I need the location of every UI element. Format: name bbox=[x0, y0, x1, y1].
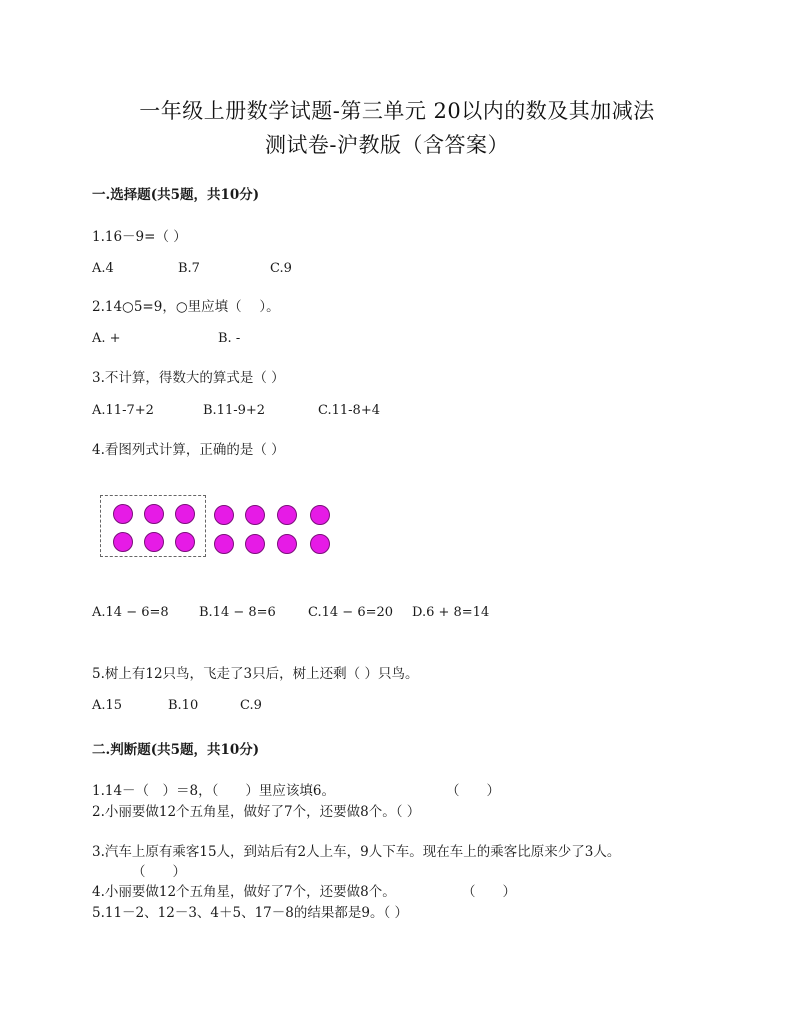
q1-option-c: C.9 bbox=[270, 261, 292, 276]
section-heading-choice: 一.选择题(共5题，共10分) bbox=[92, 187, 260, 203]
judgment-4-blank: （ ） bbox=[462, 884, 516, 900]
q4-option-d: D.6 + 8=14 bbox=[412, 605, 490, 620]
judgment-1-blank: （ ） bbox=[446, 783, 500, 799]
q4-option-b: B.14 − 8=6 bbox=[199, 605, 276, 620]
judgment-2-text: 2.小丽要做12个五角星，做好了7个，还要做8个。（ ） bbox=[92, 804, 421, 820]
dot bbox=[310, 534, 330, 554]
q3-option-a: A.11-7+2 bbox=[92, 403, 154, 418]
q3-option-c: C.11-8+4 bbox=[318, 403, 380, 418]
dot bbox=[245, 534, 265, 554]
judgment-3-text: 3.汽车上原有乘客15人，到站后有2人上车，9人下车。现在车上的乘客比原来少了3人。 bbox=[92, 844, 621, 860]
page-title-line2: 测试卷-沪教版（含答案） bbox=[264, 133, 510, 157]
dot bbox=[144, 532, 164, 552]
dot bbox=[214, 505, 234, 525]
dot bbox=[214, 534, 234, 554]
question-5-text: 5.树上有12只鸟，飞走了3只后，树上还剩（ ）只鸟。 bbox=[92, 666, 419, 682]
page-title-line1: 一年级上册数学试题-第三单元 20以内的数及其加减法 bbox=[139, 99, 655, 123]
dot bbox=[277, 534, 297, 554]
dot bbox=[113, 532, 133, 552]
dot bbox=[175, 504, 195, 524]
q3-option-b: B.11-9+2 bbox=[203, 403, 266, 418]
question-3-text: 3.不计算，得数大的算式是（ ） bbox=[92, 370, 285, 386]
q2-option-b: B. - bbox=[218, 331, 241, 346]
q5-option-b: B.10 bbox=[168, 698, 199, 713]
section-heading-judgment: 二.判断题(共5题，共10分) bbox=[92, 742, 260, 758]
question-4-text: 4.看图列式计算，正确的是（ ） bbox=[92, 442, 285, 458]
q5-option-c: C.9 bbox=[240, 698, 262, 713]
q1-option-b: B.7 bbox=[178, 261, 200, 276]
dot bbox=[245, 505, 265, 525]
question-1-text: 1.16－9=（ ） bbox=[92, 229, 187, 245]
q4-option-c: C.14 − 6=20 bbox=[308, 605, 394, 620]
judgment-1-text: 1.14－（ ）＝8，（ ）里应该填6。 bbox=[92, 783, 335, 799]
question-2-text: 2.14○5=9，○里应填（ ）。 bbox=[92, 299, 280, 315]
judgment-4-text: 4.小丽要做12个五角星，做好了7个，还要做8个。 bbox=[92, 884, 396, 900]
q5-option-a: A.15 bbox=[92, 698, 123, 713]
q2-option-a: A. + bbox=[92, 331, 121, 346]
dot bbox=[144, 504, 164, 524]
dot bbox=[175, 532, 195, 552]
dot bbox=[277, 505, 297, 525]
judgment-3-blank: （ ） bbox=[132, 864, 186, 880]
q4-option-a: A.14 − 6=8 bbox=[92, 605, 169, 620]
q1-option-a: A.4 bbox=[92, 261, 114, 276]
dot bbox=[113, 504, 133, 524]
judgment-5-text: 5.11－2、12－3、4＋5、17－8的结果都是9。（ ） bbox=[92, 905, 408, 921]
dot bbox=[310, 505, 330, 525]
